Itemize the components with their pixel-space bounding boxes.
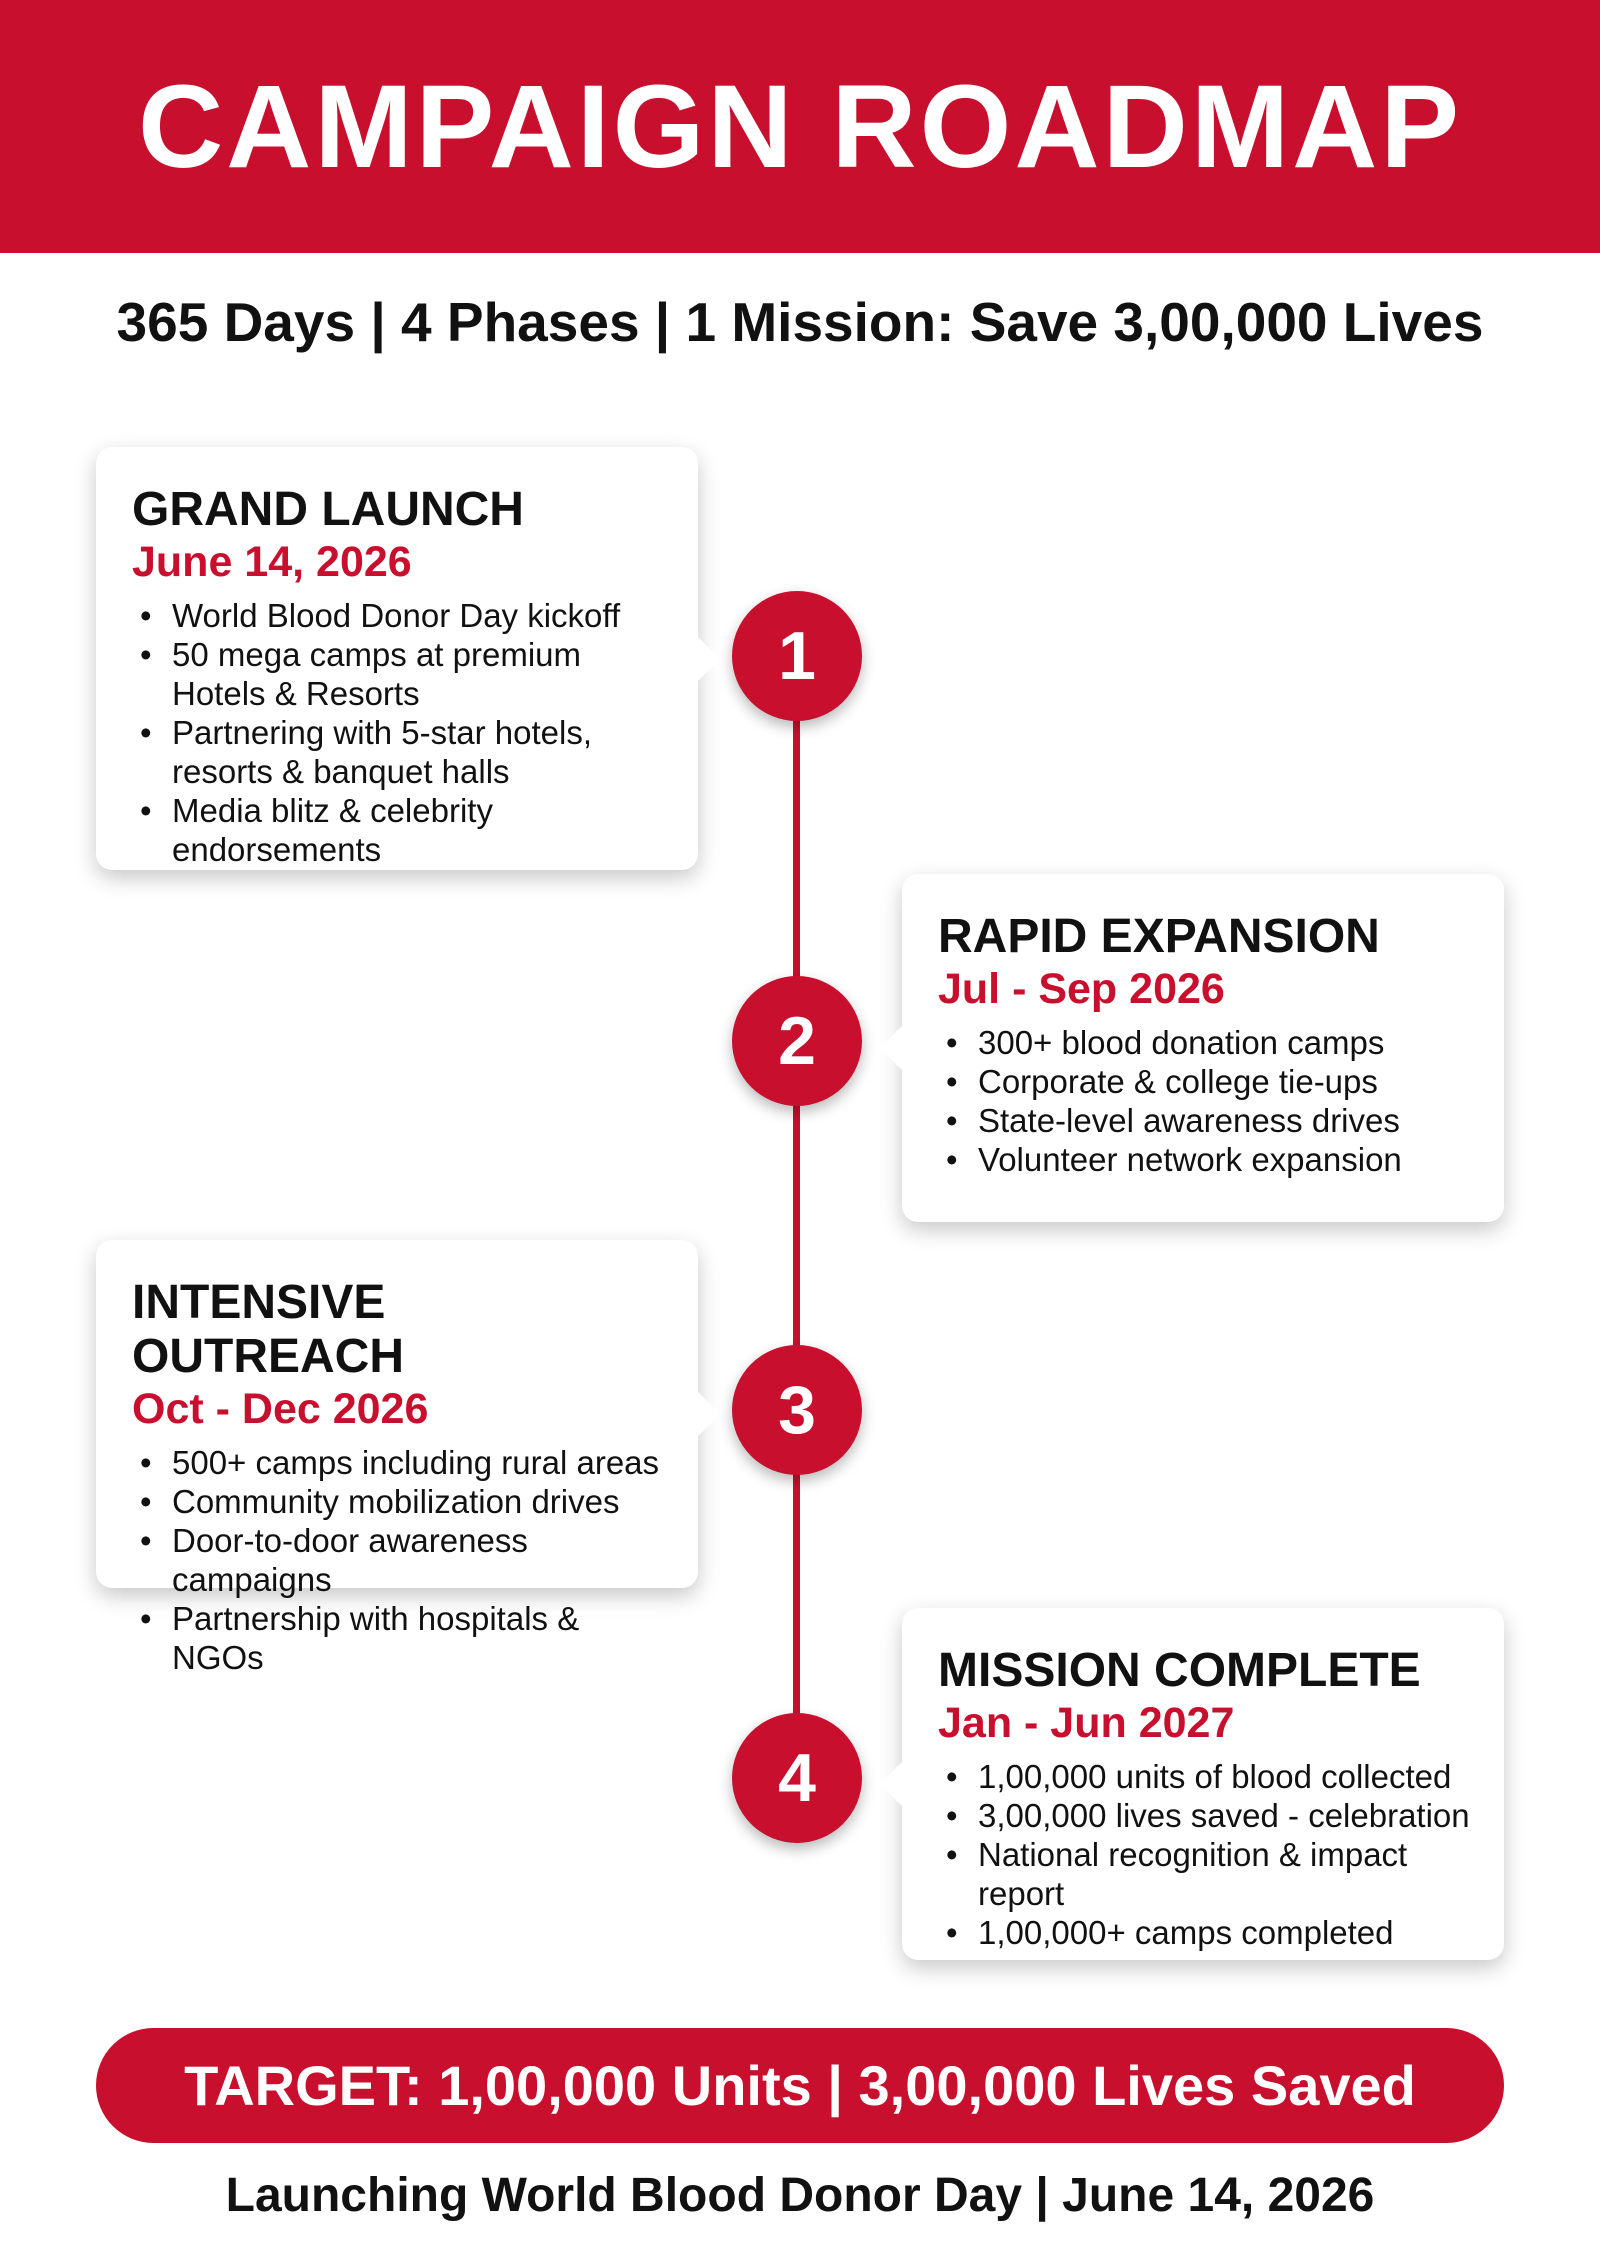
- phase-item-list: [938, 1757, 1474, 1952]
- phase-item: • 300+ blood donation camps: [978, 1023, 1474, 1062]
- phase-item: • 50 mega camps at premium Hotels & Resorts: [172, 635, 668, 713]
- phase-date: Jul - Sep 2026: [938, 964, 1225, 1013]
- header-banner: [0, 0, 1600, 253]
- phase-card-4: [902, 1608, 1504, 1960]
- phase-title: INTENSIVE OUTREACH: [132, 1276, 404, 1383]
- phase-date: Jan - Jun 2027: [938, 1698, 1235, 1747]
- phase-date: Oct - Dec 2026: [132, 1384, 429, 1433]
- phase-node-1: 1: [732, 591, 862, 721]
- timeline-line: [793, 655, 800, 1775]
- phase-item-list: [132, 596, 668, 869]
- phase-date: June 14, 2026: [132, 537, 412, 586]
- phase-item: • Corporate & college tie-ups: [978, 1062, 1474, 1101]
- phase-node-2: 2: [732, 976, 862, 1106]
- phase-item: • State-level awareness drives: [978, 1101, 1474, 1140]
- tagline: 365 Days | 4 Phases | 1 Mission: Save 3,00,000 Lives: [116, 291, 1484, 353]
- phase-node-3: 3: [732, 1345, 862, 1475]
- phase-item: • Community mobilization drives: [172, 1482, 668, 1521]
- phase-card-3: [96, 1240, 698, 1677]
- phase-item: • 1,00,000+ camps completed: [978, 1913, 1474, 1952]
- phase-node-4: 4: [732, 1713, 862, 1843]
- phase-card-2: [902, 874, 1504, 1222]
- page-title: CAMPAIGN ROADMAP: [137, 60, 1463, 193]
- phase-title: RAPID EXPANSION: [938, 910, 1380, 963]
- phase-item: • Partnership with hospitals & NGOs: [172, 1599, 668, 1677]
- phase-card-1: [96, 447, 698, 870]
- footer-text: Launching World Blood Donor Day | June 14, 2026: [225, 2169, 1375, 2222]
- phase-item: • Door-to-door awareness campaigns: [172, 1521, 668, 1599]
- target-banner: TARGET: 1,00,000 Units | 3,00,000 Lives Saved: [96, 2028, 1504, 2143]
- phase-item: • Partnering with 5-star hotels, resorts & banquet halls: [172, 713, 668, 791]
- phase-item-list: [938, 1023, 1474, 1179]
- phase-item: • 500+ camps including rural areas: [172, 1443, 668, 1482]
- phase-item: • 3,00,000 lives saved - celebration: [978, 1796, 1474, 1835]
- phase-item: • World Blood Donor Day kickoff: [172, 596, 668, 635]
- phase-item: • National recognition & impact report: [978, 1835, 1474, 1913]
- phase-title: GRAND LAUNCH: [132, 483, 524, 536]
- phase-item: • 1,00,000 units of blood collected: [978, 1757, 1474, 1796]
- phase-item: • Media blitz & celebrity endorsements: [172, 791, 668, 869]
- phase-item: • Volunteer network expansion: [978, 1140, 1474, 1179]
- phase-title: MISSION COMPLETE: [938, 1644, 1421, 1697]
- phase-item-list: [132, 1443, 668, 1677]
